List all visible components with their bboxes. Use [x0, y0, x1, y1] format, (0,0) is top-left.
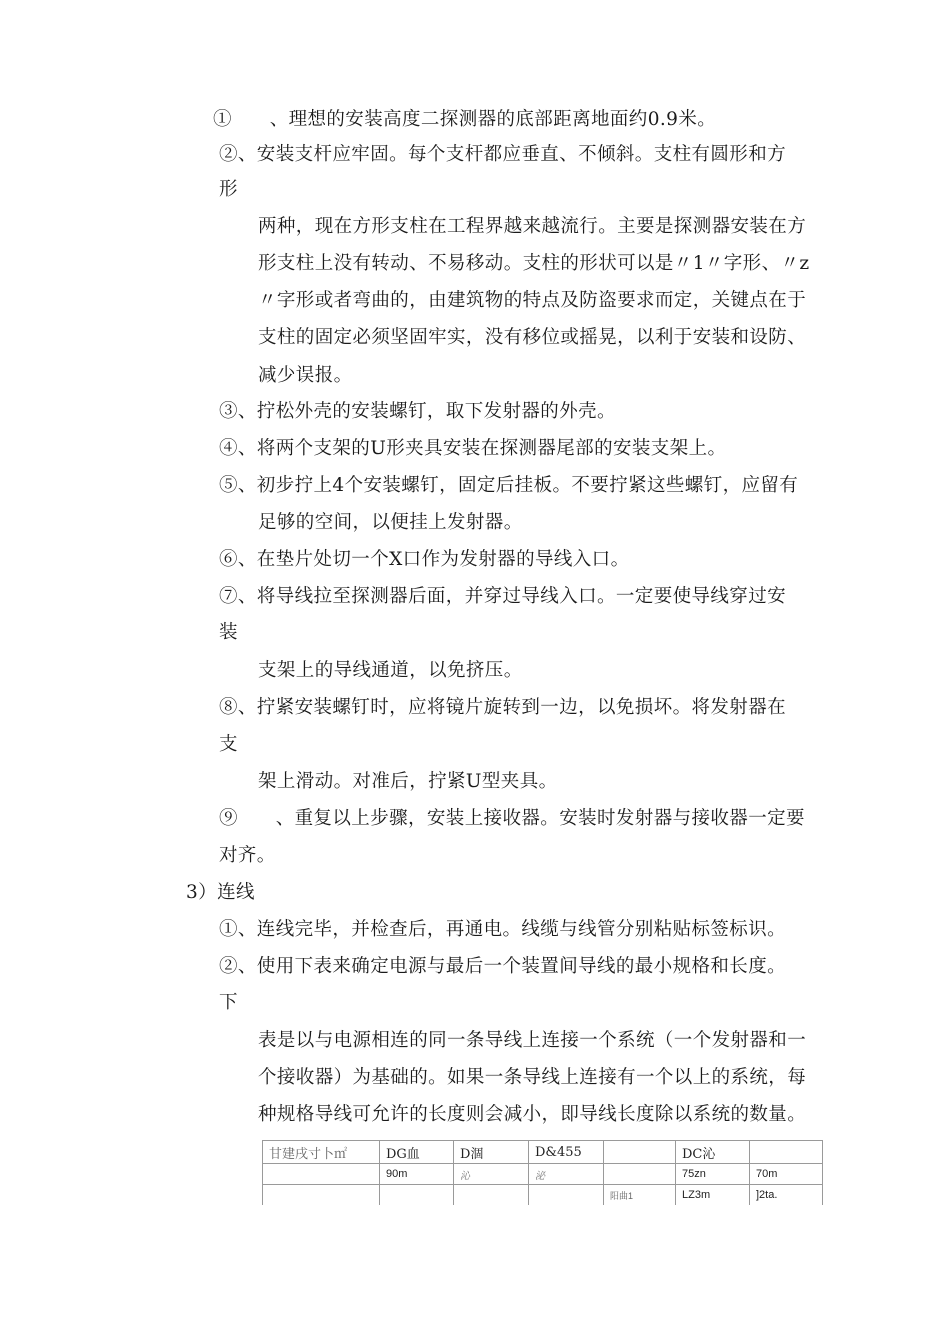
step-2-continued-4: 支柱的固定必须坚固牢实，没有移位或摇晃，以利于安装和设防、	[258, 327, 807, 348]
table-cell: 70m	[750, 1164, 823, 1185]
wiring-step-2-continued-3: 种规格导线可允许的长度则会减小，即导线长度除以系统的数量。	[258, 1104, 807, 1125]
step-2-text: ②、安装支杆应牢固。每个支杆都应垂直、不倾斜。支柱有圆形和方	[219, 144, 787, 165]
step-6-text: ⑥、在垫片处切一个X口作为发射器的导线入口。	[219, 549, 630, 570]
wiring-step-2-continued-2: 个接收器）为基础的。如果一条导线上连接有一个以上的系统，每	[258, 1067, 807, 1088]
step-9-continued: 对齐。	[219, 845, 276, 866]
table-cell: LZ3m	[676, 1185, 750, 1206]
step-8-wrap: 支	[219, 734, 238, 755]
step-3-text: ③、拧松外壳的安装螺钉，取下发射器的外壳。	[219, 401, 616, 422]
wiring-step-1-text: ①、连线完毕，并检查后，再通电。线缆与线管分别粘贴标签标识。	[219, 919, 787, 940]
table-header-cell: D&455	[529, 1141, 604, 1164]
table-cell: 沁	[454, 1164, 529, 1185]
table-cell: 阳曲1	[604, 1185, 676, 1206]
step-7-wrap: 装	[219, 622, 238, 643]
table-cell: 90m	[380, 1164, 454, 1185]
wiring-step-2-text: ②、使用下表来确定电源与最后一个装置间导线的最小规格和长度。	[219, 956, 787, 977]
table-header-cell: 甘建戌寸卜㎡	[263, 1141, 380, 1164]
table-header-cell: DG血	[380, 1141, 454, 1164]
step-2-continued-3: 〃字形或者弯曲的，由建筑物的特点及防盗要求而定，关键点在于	[258, 290, 807, 311]
table-header-cell: DC沁	[676, 1141, 750, 1164]
step-1-text: ① 、理想的安装高度二探测器的底部距离地面约0.9米。	[213, 109, 717, 130]
table-cell	[263, 1164, 380, 1185]
step-7-continued: 支架上的导线通道，以免挤压。	[258, 660, 523, 681]
step-5-continued: 足够的空间，以便挂上发射器。	[258, 512, 523, 533]
table-header-cell: D涸	[454, 1141, 529, 1164]
table-header-cell	[750, 1141, 823, 1164]
step-9-text: ⑨ 、重复以上步骤，安装上接收器。安装时发射器与接收器一定要	[219, 808, 805, 829]
step-2-continued-5: 减少误报。	[258, 365, 353, 386]
table-cell: 泌	[529, 1164, 604, 1185]
wire-spec-table	[262, 1140, 823, 1205]
table-cell: 75zn	[676, 1164, 750, 1185]
table-row	[263, 1164, 823, 1185]
table-cell	[604, 1164, 676, 1185]
table-cell	[454, 1185, 529, 1206]
table-row	[263, 1185, 823, 1206]
table-header-row	[263, 1141, 823, 1164]
step-2-wrap: 形	[219, 179, 238, 200]
step-2-continued-2: 形支柱上没有转动、不易移动。支柱的形状可以是〃1〃字形、〃z	[258, 253, 810, 274]
step-7-text: ⑦、将导线拉至探测器后面，并穿过导线入口。一定要使导线穿过安	[219, 586, 787, 607]
step-2-continued-1: 两种，现在方形支柱在工程界越来越流行。主要是探测器安装在方	[258, 216, 807, 237]
table-cell	[380, 1185, 454, 1206]
wiring-step-2-continued-1: 表是以与电源相连的同一条导线上连接一个系统（一个发射器和一	[258, 1030, 807, 1051]
table-cell	[263, 1185, 380, 1206]
step-4-text: ④、将两个支架的U形夹具安装在探测器尾部的安装支架上。	[219, 438, 727, 459]
wire-spec-table-wrapper	[262, 1140, 822, 1205]
table-cell: ]2ta.	[750, 1185, 823, 1206]
wiring-step-2-wrap: 下	[219, 992, 238, 1013]
section-3-heading: 3）连线	[186, 882, 255, 903]
step-8-continued: 架上滑动。对准后，拧紧U型夹具。	[258, 771, 558, 792]
table-header-cell	[604, 1141, 676, 1164]
step-5-text: ⑤、初步拧上4个安装螺钉，固定后挂板。不要拧紧这些螺钉，应留有	[219, 475, 799, 496]
table-cell	[529, 1185, 604, 1206]
step-8-text: ⑧、拧紧安装螺钉时，应将镜片旋转到一边，以免损坏。将发射器在	[219, 697, 787, 718]
